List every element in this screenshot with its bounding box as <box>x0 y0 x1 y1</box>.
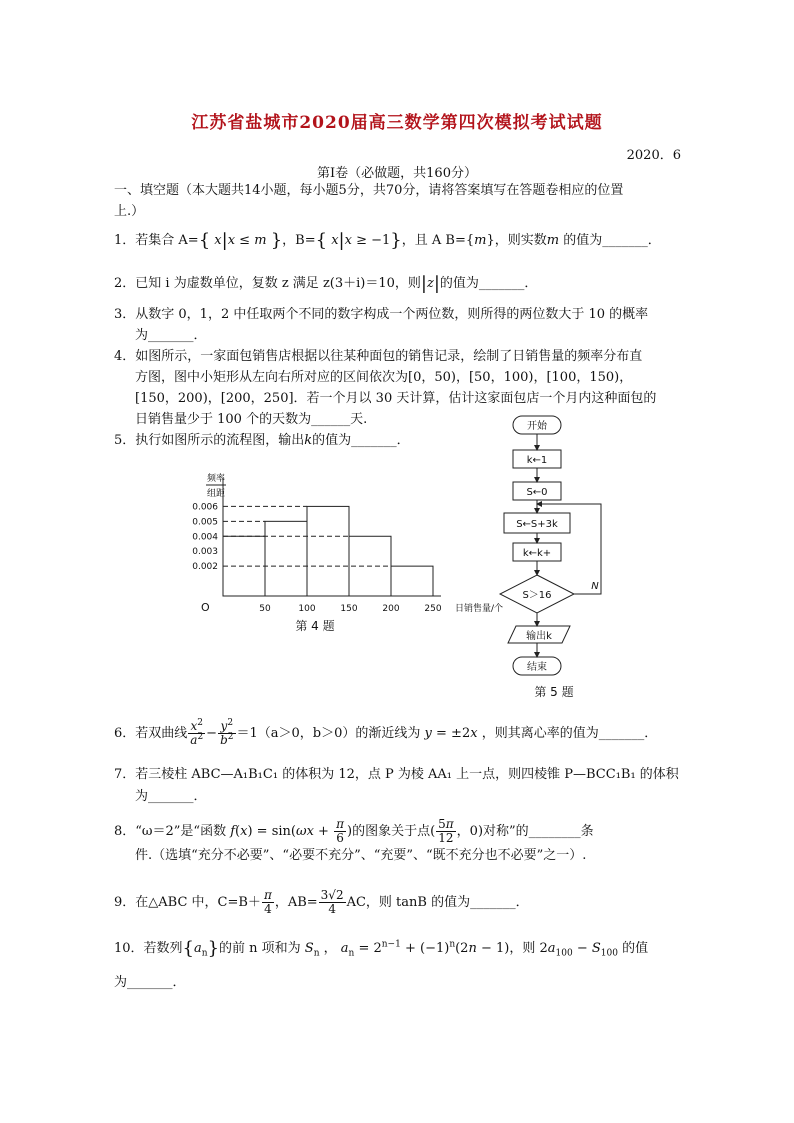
question-4-line-2: 方图，图中小矩形从左向右所对应的区间依次为[0，50)，[50，100)，[100，150)， <box>135 370 633 385</box>
question-1: 1．若集合 A={ x|x ≤ m }，B={ x|x ≥ −1}，且 A B={m}，则实数m 的值为_______． <box>114 230 661 251</box>
histogram-bar <box>265 521 307 596</box>
page-title: 江苏省盐城市2020届高三数学第四次模拟考试试题 <box>191 113 603 133</box>
x-tick-label: 250 <box>424 604 442 614</box>
question-6: 6．若双曲线 $\frac{x^2}{a^2}$ − $\frac{y^2}{b^2}$ ＝1（a＞0，b＞0）的渐近线为 y = ±2x ，则其离心率的值为_______． <box>114 718 658 747</box>
histogram-figure <box>185 472 504 644</box>
section-heading: 第Ⅰ卷（必做题，共160分） <box>317 166 477 181</box>
y-tick-label: 0.004 <box>192 532 218 543</box>
instructions-line-1: 一、填空题（本大题共14小题，每小题5分，共70分，请将答案填写在答题卷相应的位置 <box>114 183 624 198</box>
x-tick-label: 150 <box>340 604 358 614</box>
flowchart-figure <box>488 410 618 702</box>
flow-k-init-label: k←1 <box>526 455 548 466</box>
exam-date: 2020．6 <box>626 148 681 163</box>
histogram-caption: 第 4 题 <box>295 619 335 633</box>
histogram-bar <box>391 566 433 596</box>
question-3-line-2: 为_______． <box>135 328 207 343</box>
x-tick-label: 100 <box>298 604 316 614</box>
y-tick-label: 0.005 <box>192 517 218 528</box>
flow-end-label: 结束 <box>527 662 547 673</box>
y-label-bottom: 组距 <box>207 489 226 499</box>
question-4-line-4: 日销售量少于 100 个的天数为______天. <box>135 412 368 427</box>
flow-s-update-label: S←S+3k <box>516 519 558 530</box>
question-4-line-3: [150，200)，[200，250]．若一个月以 30 天计算，估计这家面包店一个月内这种面包的 <box>135 391 657 406</box>
flow-condition-label: S＞16 <box>522 590 552 601</box>
x-tick-label: 50 <box>259 604 271 614</box>
flowchart-caption: 第 5 题 <box>534 685 574 699</box>
question-10-line-1: 10．若数列$\{a_n\}$的前 n 项和为 $S_n$ ， $a_n = 2^{n-1} + (-1)^n(2n - 1)$，则 $2a_{100} - S_{100}$ 的值 <box>114 938 649 959</box>
question-4-line-1: 4．如图所示，一家面包销售店根据以往某种面包的销售记录，绘制了日销售量的频率分布直 <box>114 349 643 364</box>
question-3-line-1: 3．从数字 0，1，2 中任取两个不同的数字构成一个两位数，则所得的两位数大于 10 的概率 <box>114 307 649 322</box>
x-axis-label: 日销售量/个 <box>455 604 504 614</box>
y-tick-label: 0.002 <box>192 562 218 573</box>
x-tick-label: 200 <box>382 604 400 614</box>
question-2: 2．已知 i 为虚数单位，复数 z 满足 z(3＋i)＝10，则|z|的值为_______． <box>114 273 538 294</box>
question-7-line-2: 为_______． <box>135 789 207 804</box>
question-8-line-2: 件.（选填“充分不必要”、“必要不充分”、“充要”、“既不充分也不必要”之一）. <box>135 848 587 863</box>
question-7-line-1: 7．若三棱柱 ABC—A₁B₁C₁ 的体积为 12，点 P 为棱 AA₁ 上一点，则四棱锥 P—BCC₁B₁ 的体积 <box>114 767 679 782</box>
flow-output-label: 输出k <box>526 631 552 642</box>
origin-label: O <box>201 601 210 614</box>
question-10-line-2: 为_______． <box>114 975 186 990</box>
flow-start-label: 开始 <box>527 421 547 432</box>
y-label-top: 频率 <box>207 474 226 484</box>
y-tick-label: 0.006 <box>192 502 218 513</box>
instructions-line-2: 上.） <box>114 204 145 219</box>
histogram-bar <box>307 506 349 596</box>
question-5: 5．执行如图所示的流程图，输出k的值为_______． <box>114 433 410 448</box>
y-tick-label: 0.003 <box>192 547 218 558</box>
flow-s-init-label: S←0 <box>526 487 548 498</box>
flow-no-label: N <box>591 581 599 592</box>
question-9: 9．在△ABC 中，C=B＋ $\frac{\pi}{4}$ ，AB= $\frac{3√2}{4}$ AC，则 tanB 的值为_______． <box>114 888 529 916</box>
flow-k-update-label: k←k+ <box>522 548 552 559</box>
question-8-line-1: 8．“ω＝2”是“函数 f(x) = sin(ωx + $\frac{\pi}{6}$ )的图象关于点( $\frac{5\pi}{12}$ ，0)对称”的________条 <box>114 817 594 845</box>
